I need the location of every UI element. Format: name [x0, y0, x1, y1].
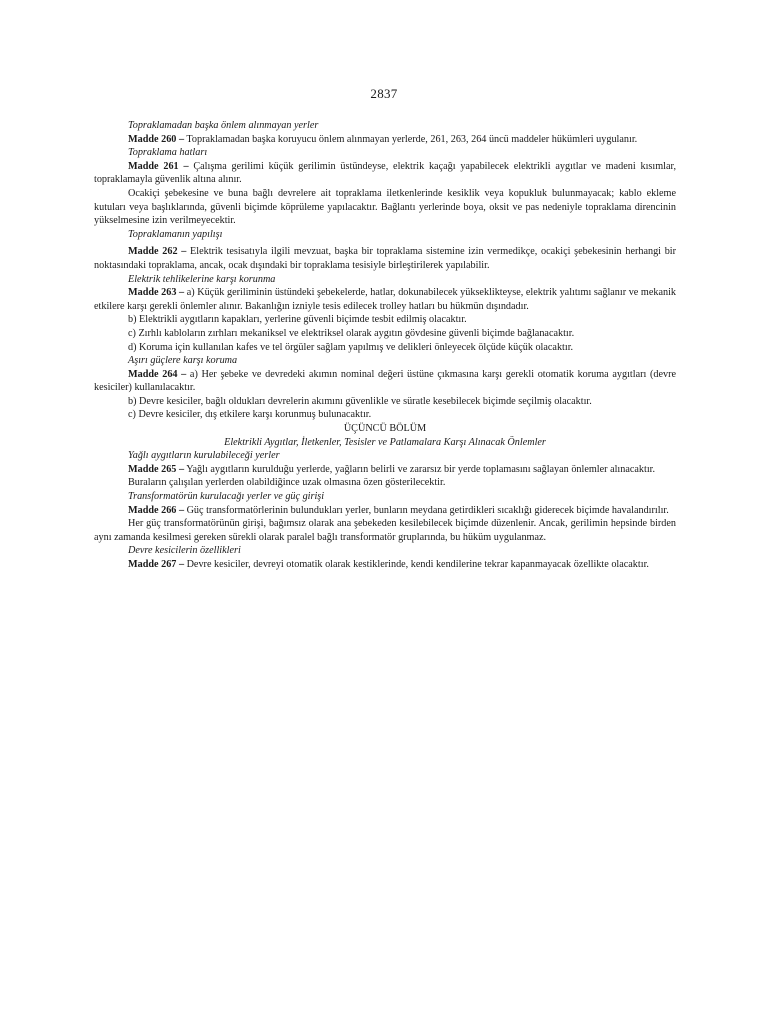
paragraph-text: b) Devre kesiciler, bağlı oldukları devrelerin akımını güvenlikle ve süratle kesebilecek biçimde seçilmiş olacaktır. [128, 395, 592, 407]
article-number: Madde 262 – [128, 246, 187, 258]
article-number: Madde 265 – [128, 463, 185, 475]
article-number: Madde 267 – [128, 559, 185, 570]
article-heading: Topraklamanın yapılışı [128, 228, 223, 240]
section-title: ÜÇÜNCÜ BÖLÜM [343, 423, 427, 435]
article-paragraph [94, 504, 676, 518]
paragraph [94, 313, 676, 327]
article-paragraph [94, 558, 676, 572]
paragraph [94, 327, 676, 341]
article-number: Madde 264 – [128, 368, 187, 380]
article-heading: Yağlı aygıtların kurulabileceği yerler [128, 450, 280, 462]
article-paragraph [94, 160, 676, 187]
paragraph-text: c) Devre kesiciler, dış etkilere karşı korunmuş bulunacaktır. [128, 409, 372, 421]
article-paragraph [94, 463, 676, 477]
article-number: Madde 266 – [128, 504, 185, 516]
article-heading: Topraklama hatları [128, 147, 208, 159]
article-heading: Devre kesicilerin özellikleri [128, 545, 241, 557]
section-subtitle: Elektrikli Aygıtlar, İletkenler, Tesisler ve Patlamalara Karşı Alınacak Önlemler [224, 436, 546, 448]
page-number: 2837 [370, 86, 398, 101]
article-heading: Aşırı güçlere karşı koruma [128, 355, 238, 367]
article-paragraph [94, 133, 676, 147]
article-number: Madde 263 – [128, 287, 185, 299]
paragraph-text: Devre kesiciler, devreyi otomatik olarak kestiklerinde, kendi kendilerine tekrar kapanmayacak özellikte olacaktır. [184, 559, 649, 570]
paragraph-text: d) Koruma için kullanılan kafes ve tel örgüler sağlam yapılmış ve delikleri önleyecek ölçüde küçük olacaktır. [128, 341, 574, 353]
paragraph [94, 517, 676, 544]
paragraph-text: a) Her şebeke ve devredeki akımın nominal değeri üstüne çıkmasına karşı gerekli otomatik koruma aygıtları (devre kesiciler) kullanılacaktır. [94, 368, 676, 394]
paragraph-text: Ocakiçi şebekesine ve buna bağlı devrelere ait topraklama iletkenlerinde kesiklik veya kopukluk bulunmayacak; kablo ekleme kutuları veya başlıklarında, güvenli biçimde köprüleme yapılacaktır. Bağlantı yerlerinde boya, oksit ve pas nedeniyle topraklama direncinin yükselmesine izin verilmeyecektir. [94, 187, 676, 227]
document-body [94, 119, 676, 572]
paragraph [94, 341, 676, 355]
paragraph-text: b) Elektrikli aygıtların kapakları, yerlerine güvenli biçimde tesbit edilmiş olacaktır. [128, 314, 467, 326]
paragraph-text: Çalışma gerilimi küçük gerilimin üstündeyse, elektrik kaçağı yapabilecek elektrikli aygıtlar ve madeni kısımlar, topraklamayla güvenlik altına alınır. [94, 160, 676, 186]
paragraph-text: Güç transformatörlerinin bulundukları yerler, bunların meydana getirdikleri sıcaklığı giderecek biçimde havalandırılır. [184, 504, 669, 516]
paragraph-text: Topraklamadan başka koruyucu önlem alınmayan yerlerde, 261, 263, 264 üncü maddeler hükümleri uygulanır. [184, 133, 638, 145]
article-heading: Elektrik tehlikelerine karşı korunma [128, 273, 276, 285]
article-number: Madde 261 – [128, 160, 189, 172]
paragraph-text: Buraların çalışılan yerlerden olabildiğince uzak olmasına özen gösterilecektir. [128, 477, 446, 489]
paragraph-text: Yağlı aygıtların kurulduğu yerlerde, yağların belirli ve zararsız bir yerde toplamasını sağlayan önlemler alınacaktır. [184, 463, 656, 475]
paragraph-text: Elektrik tesisatıyla ilgili mevzuat, başka bir topraklama sistemine izin vermedikçe, ocakiçi şebekesinin herhangi bir noktasındaki topraklama, ancak, ocak dışındaki bir topraklama tesisiyle birleştirilerek yapılabilir. [94, 246, 677, 271]
paragraph [94, 187, 676, 228]
paragraph [94, 408, 676, 422]
article-heading: Topraklamadan başka önlem alınmayan yerler [128, 120, 319, 131]
paragraph-text: c) Zırhlı kabloların zırhları mekaniksel ve elektriksel olarak aygıtın gövdesine güvenli biçimde bağlanacaktır. [128, 327, 575, 339]
article-paragraph [94, 368, 676, 395]
article-number: Madde 260 – [128, 133, 185, 145]
article-heading: Transformatörün kurulacağı yerler ve güç girişi [128, 491, 325, 503]
article-paragraph [94, 245, 676, 272]
paragraph-text: a) Küçük geriliminin üstündeki şebekelerde, hatlar, dokunabilecek yükseklikteyse, elektrik yalıtımı sağlanır ve mekanik etkilere karşı gerekli önlemler alınır. Bakanlığın izniyle tesis edilecek trolley hatları bu hükmün dışındadır. [94, 287, 676, 312]
paragraph [94, 395, 676, 409]
paragraph [94, 476, 676, 490]
paragraph-text: Her güç transformatörünün girişi, bağımsız olarak ana şebekeden kesilebilecek biçimde düzenlenir. Ancak, gerilimin hepsinde birden aynı zamanda kesilmesi gereken sürekli olarak paralel bağlı transformatör gruplarında, bu hüküm uygulanmaz. [94, 518, 676, 543]
article-paragraph [94, 286, 676, 313]
